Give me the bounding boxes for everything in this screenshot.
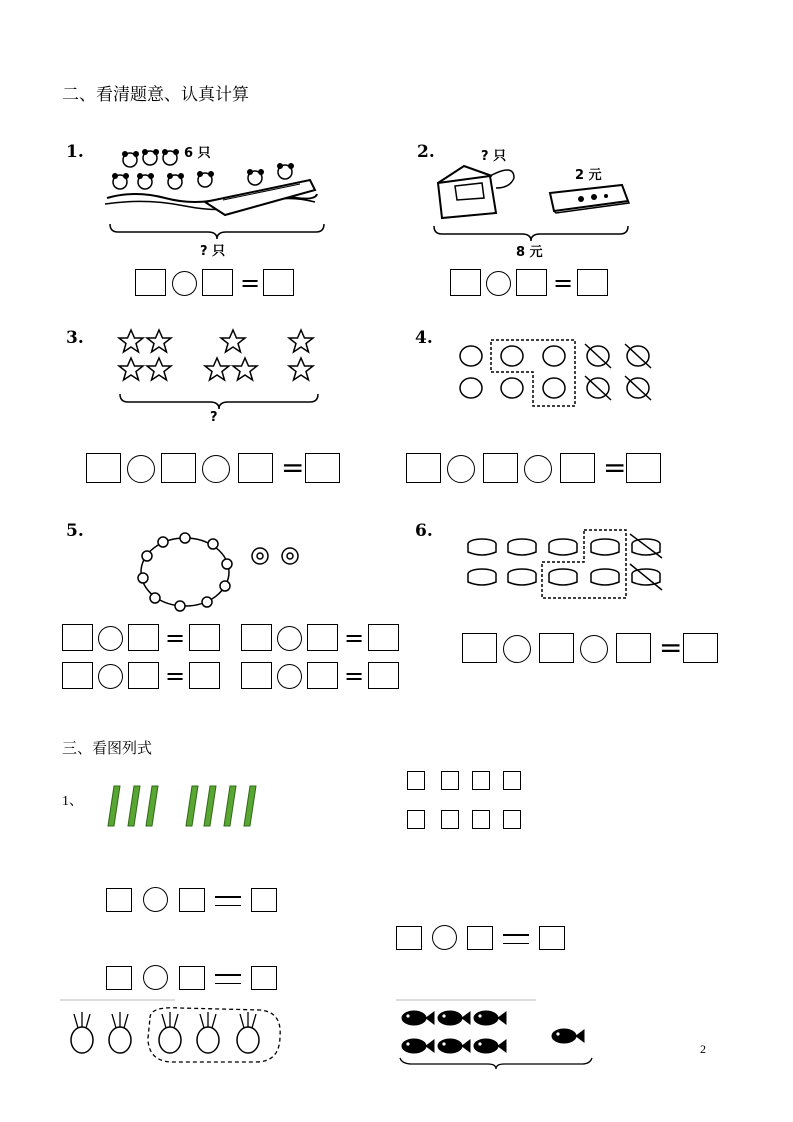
equals-sign <box>503 934 529 944</box>
problem-2-top-label: ? 只 <box>481 149 507 164</box>
answer-box[interactable] <box>368 662 399 689</box>
problem-2-bottom-label: 8 元 <box>516 245 543 260</box>
problem-4-number: 4. <box>415 328 433 348</box>
answer-box[interactable] <box>251 888 277 912</box>
answer-box[interactable] <box>626 453 661 483</box>
equals-sign: = <box>344 662 365 690</box>
operator-circle[interactable] <box>503 635 531 663</box>
answer-box[interactable] <box>106 966 132 990</box>
problem-5-number: 5. <box>66 521 84 541</box>
operator-circle[interactable] <box>432 925 457 950</box>
problem-6-number: 6. <box>415 521 433 541</box>
answer-box[interactable] <box>263 269 294 296</box>
answer-box[interactable] <box>251 966 277 990</box>
answer-box[interactable] <box>179 966 205 990</box>
operator-circle[interactable] <box>127 455 155 483</box>
answer-box[interactable] <box>396 926 422 950</box>
problem-2-number: 2. <box>417 142 435 162</box>
stars-illustration <box>115 326 325 386</box>
equals-sign: = <box>165 662 186 690</box>
turnips-illustration <box>60 998 290 1070</box>
green-sticks-illustration <box>98 780 268 830</box>
equals-sign <box>215 896 241 906</box>
answer-box[interactable] <box>241 662 272 689</box>
answer-box[interactable] <box>62 624 93 651</box>
small-square <box>407 771 425 790</box>
answer-box[interactable] <box>106 888 132 912</box>
section-three-title: 三、看图列式 <box>62 739 153 757</box>
discs-crossed-illustration <box>462 528 672 600</box>
answer-box[interactable] <box>238 453 273 483</box>
answer-box[interactable] <box>62 662 93 689</box>
answer-box[interactable] <box>241 624 272 651</box>
operator-circle[interactable] <box>202 455 230 483</box>
problem-1-bottom-label: ? 只 <box>200 244 226 259</box>
small-square <box>472 810 490 829</box>
equals-sign: = <box>240 269 261 297</box>
answer-box[interactable] <box>577 269 608 296</box>
answer-box[interactable] <box>307 662 338 689</box>
problem-3-number: 3. <box>66 328 84 348</box>
answer-box[interactable] <box>467 926 493 950</box>
small-square <box>407 810 425 829</box>
small-square <box>441 810 459 829</box>
problem-1-number: 1. <box>66 142 84 162</box>
answer-box[interactable] <box>560 453 595 483</box>
problem-2-price-label: 2 元 <box>575 168 602 183</box>
operator-circle[interactable] <box>580 635 608 663</box>
answer-box[interactable] <box>86 453 121 483</box>
problem-1-brace <box>108 222 326 240</box>
answer-box[interactable] <box>462 633 497 663</box>
operator-circle[interactable] <box>486 271 511 296</box>
fishes-illustration <box>396 998 596 1070</box>
circles-crossed-illustration <box>455 336 665 411</box>
answer-box[interactable] <box>683 633 718 663</box>
operator-circle[interactable] <box>524 455 552 483</box>
small-square <box>472 771 490 790</box>
answer-box[interactable] <box>539 633 574 663</box>
answer-box[interactable] <box>450 269 481 296</box>
operator-circle[interactable] <box>277 626 302 651</box>
operator-circle[interactable] <box>143 965 168 990</box>
dogs-boat-illustration <box>105 140 320 220</box>
answer-box[interactable] <box>189 624 220 651</box>
answer-box[interactable] <box>202 269 233 296</box>
answer-box[interactable] <box>307 624 338 651</box>
equals-sign: = <box>281 451 305 484</box>
part3-question-1-number: 1、 <box>62 794 83 809</box>
answer-box[interactable] <box>539 926 565 950</box>
answer-box[interactable] <box>616 633 651 663</box>
answer-box[interactable] <box>305 453 340 483</box>
operator-circle[interactable] <box>98 626 123 651</box>
equals-sign: = <box>165 624 186 652</box>
operator-circle[interactable] <box>98 664 123 689</box>
equals-sign <box>215 974 241 984</box>
operator-circle[interactable] <box>447 455 475 483</box>
answer-box[interactable] <box>135 269 166 296</box>
problem-3-brace <box>118 392 320 410</box>
small-square <box>441 771 459 790</box>
answer-box[interactable] <box>368 624 399 651</box>
answer-box[interactable] <box>128 662 159 689</box>
necklace-rings-illustration <box>135 530 310 615</box>
operator-circle[interactable] <box>172 271 197 296</box>
equals-sign: = <box>603 451 627 484</box>
equals-sign: = <box>659 631 683 664</box>
answer-box[interactable] <box>483 453 518 483</box>
answer-box[interactable] <box>406 453 441 483</box>
answer-box[interactable] <box>516 269 547 296</box>
answer-box[interactable] <box>179 888 205 912</box>
answer-box[interactable] <box>161 453 196 483</box>
answer-box[interactable] <box>128 624 159 651</box>
pencil-box-icon <box>546 183 631 215</box>
section-two-title: 二、看清题意、认真计算 <box>62 85 249 105</box>
problem-1-top-label: 6 只 <box>184 146 211 161</box>
problem-2-brace <box>432 224 630 242</box>
operator-circle[interactable] <box>143 887 168 912</box>
small-square <box>503 810 521 829</box>
equals-sign: = <box>344 624 365 652</box>
operator-circle[interactable] <box>277 664 302 689</box>
school-bag-icon <box>430 158 520 223</box>
page-number: 2 <box>700 1042 706 1056</box>
equals-sign: = <box>553 269 574 297</box>
small-square <box>503 771 521 790</box>
answer-box[interactable] <box>189 662 220 689</box>
problem-3-bottom-label: ? <box>210 410 218 425</box>
